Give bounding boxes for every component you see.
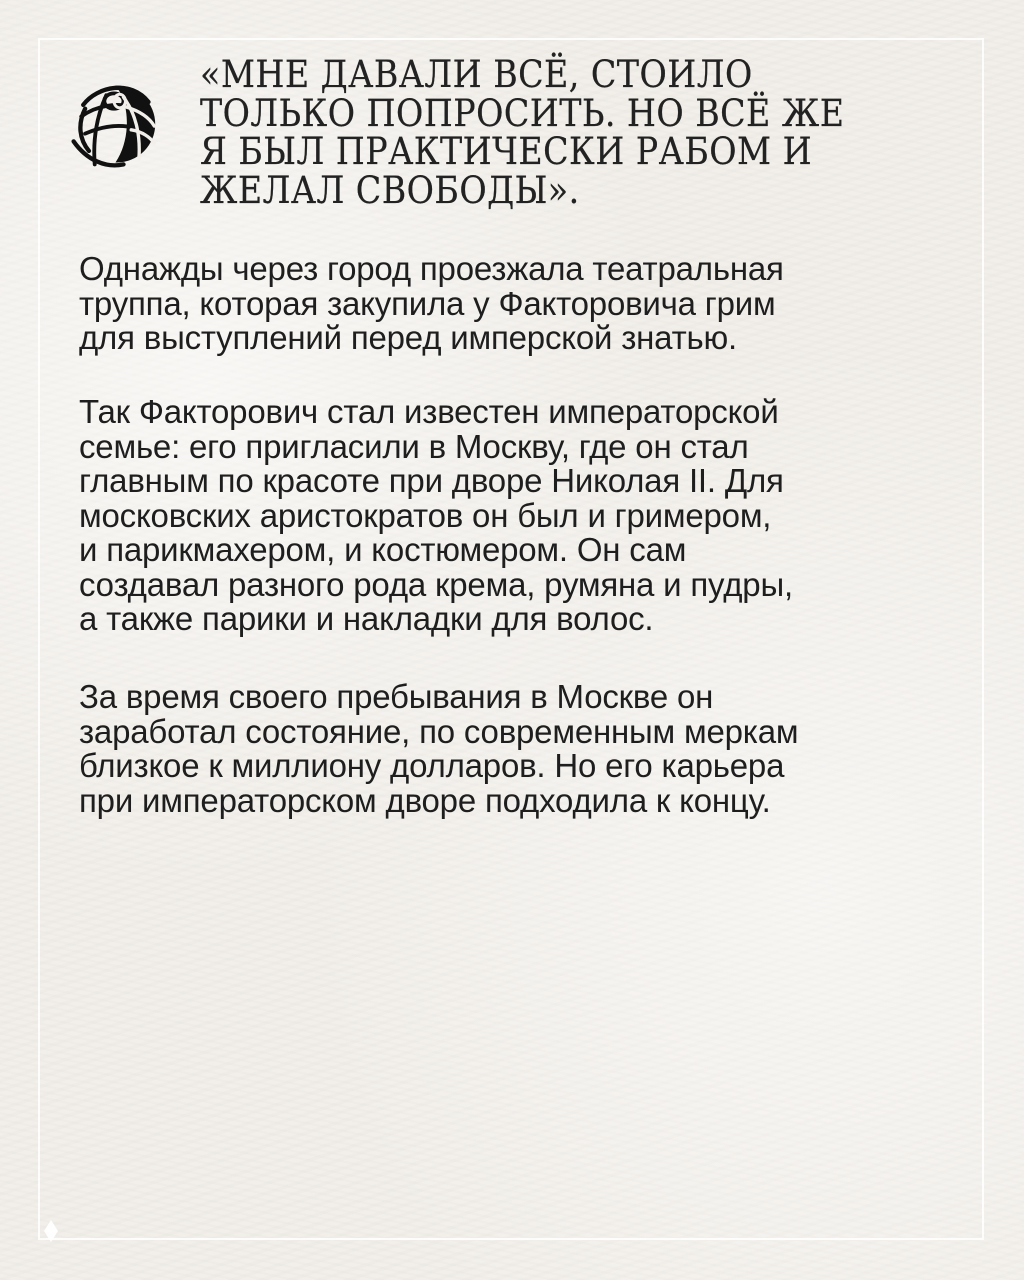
paragraph-line: заработал состояние, по современным меркам [79,712,799,750]
paragraph-line: для выступлений перед имперской знатью. [79,319,738,356]
paragraph-2 [79,395,959,637]
paragraph-line: а также парики и накладки для волос. [79,600,654,637]
paragraph-line: труппа, которая закупила у Факторовича грим [79,284,776,322]
paragraph-line: главным по красоте при дворе Николая II. Для [79,462,784,499]
quote-line: Я БЫЛ ПРАКТИЧЕСКИ РАБОМ И [200,130,813,173]
globe-icon [64,78,160,174]
paragraph-line: Однажды через город проезжала театральная [79,250,784,287]
paragraph-line: и парикмахером, и костюмером. Он сам [79,531,687,568]
decorative-frame [38,38,984,1240]
quote-line: ТОЛЬКО ПОПРОСИТЬ. НО ВСЁ ЖЕ [200,91,845,135]
paragraph-line: За время своего пребывания в Москве он [79,678,714,715]
paragraph-line: семье: его пригласили в Москву, где он стал [79,427,749,465]
paragraph-3 [79,680,959,818]
quote-line: «МНЕ ДАВАЛИ ВСЁ, СТОИЛО [200,53,753,96]
paragraph-1 [79,252,959,356]
paragraph-line: создавал разного рода крема, румяна и пудры, [79,565,793,603]
paragraph-line: при императорском дворе подходила к концу. [79,781,771,819]
paragraph-line: московских аристократов он был и гримером, [79,496,772,534]
paragraph-line: Так Факторович стал известен императорской [79,393,779,430]
paragraph-line: близкое к миллиону долларов. Но его карьера [79,747,785,784]
pull-quote [200,53,884,212]
quote-line: ЖЕЛАЛ СВОБОДЫ». [200,168,580,212]
diamond-ornament-icon [44,1220,58,1242]
